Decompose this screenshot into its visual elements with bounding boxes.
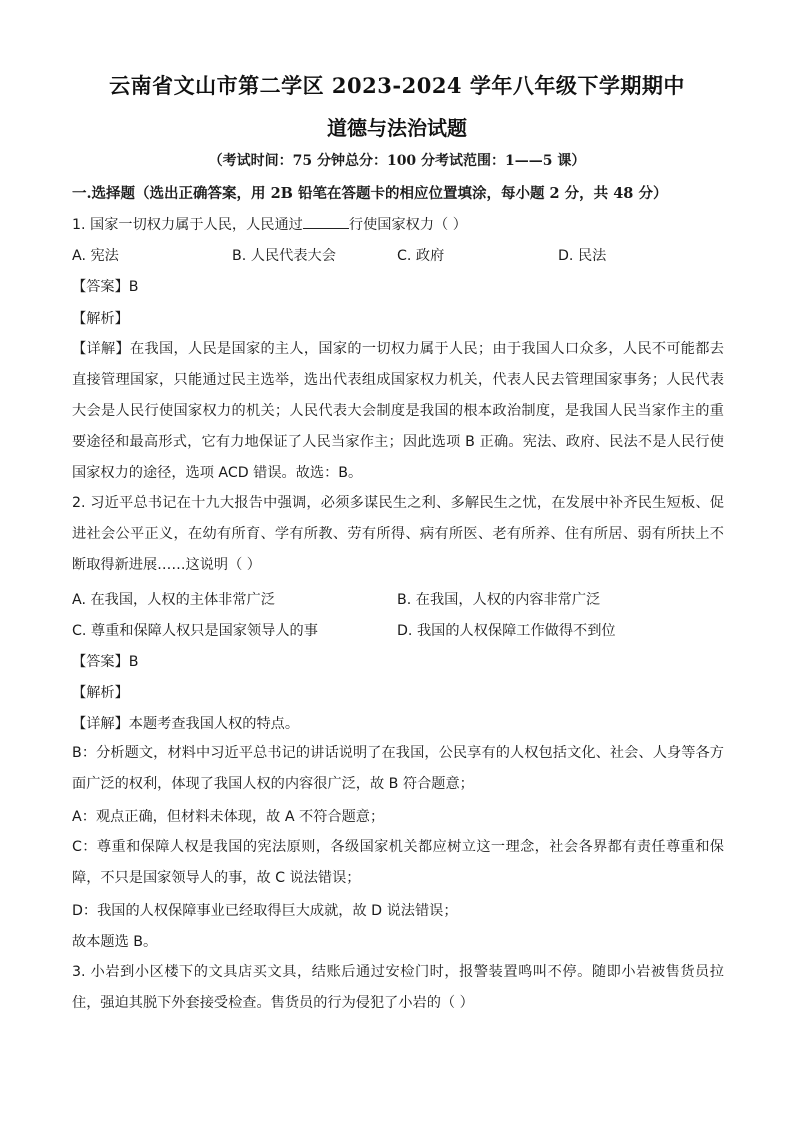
q2-option-d: D. 我国的人权保障工作做得不到位 — [397, 623, 616, 639]
q1-stem — [72, 214, 724, 236]
q2-option-b: B. 在我国，人权的内容非常广泛 — [397, 592, 601, 608]
q2-explain-b: B：分析题文，材料中习近平总书记的讲话说明了在我国，公民享有的人权包括文化、社会、人身等各方面广泛的权利，体现了我国人权的内容很广泛，故 B 符合题意； — [72, 745, 724, 792]
q1-option-d: D. 民法 — [558, 248, 607, 264]
q2-option-c: C. 尊重和保障人权只是国家领导人的事 — [72, 623, 318, 639]
q1-stem-after: 行使国家权力（ ） — [348, 217, 467, 233]
q1-option-b: B. 人民代表大会 — [232, 248, 336, 264]
q2-option-a: A. 在我国，人权的主体非常广泛 — [72, 592, 275, 608]
page-subtitle: 道德与法治试题 — [327, 116, 467, 140]
q1-detail: 【详解】在我国，人民是国家的主人，国家的一切权力属于人民；由于我国人口众多，人民不可能都去直接管理国家，只能通过民主选举，选出代表组成国家权力机关，代表人民去管理国家事务；人民代表大会是人民行使国家权力的机关；人民代表大会制度是我国的根本政治制度，是我国人民当家作主的重要途径和最高形式，它有力地保证了人民当家作主；因此选项 B 正确。宪法、政府、民法不是人民行使国家权力的途径，选项 ACD 错误。故选：B。 — [72, 341, 724, 481]
q2-explain-c: C：尊重和保障人权是我国的宪法原则，各级国家机关都应树立这一理念，社会各界都有责任尊重和保障，不只是国家领导人的事，故 C 说法错误； — [72, 839, 724, 886]
q1-analysis-label: 【解析】 — [72, 311, 129, 327]
q1-blank — [303, 214, 349, 229]
q1-option-c: C. 政府 — [397, 248, 445, 264]
page-title: 云南省文山市第二学区 2023-2024 学年八年级下学期期中 — [109, 73, 685, 98]
q2-conclusion: 故本题选 B。 — [72, 934, 158, 950]
q2-analysis-label: 【解析】 — [72, 685, 129, 701]
q2-detail: 【详解】本题考查我国人权的特点。 — [72, 716, 300, 732]
q3-stem: 3. 小岩到小区楼下的文具店买文具，结账后通过安检门时，报警装置鸣叫不停。随即小岩被售货员拉住，强迫其脱下外套接受检查。售货员的行为侵犯了小岩的（ ） — [72, 964, 724, 1011]
exam-info: （考试时间：75 分钟总分：100 分考试范围：1——5 课） — [208, 153, 586, 169]
q1-stem-before: 1. 国家一切权力属于人民，人民通过 — [72, 217, 303, 233]
q2-explain-d: D：我国的人权保障事业已经取得巨大成就，故 D 说法错误； — [72, 903, 458, 919]
q2-answer: 【答案】B — [72, 654, 139, 670]
q2-stem: 2. 习近平总书记在十九大报告中强调，必须多谋民生之利、多解民生之忧，在发展中补齐民生短板、促进社会公平正义，在幼有所育、学有所教、劳有所得、病有所医、老有所养、住有所居、弱有所扶上不断取得新进展……这说明（ ） — [72, 495, 724, 573]
q1-option-a: A. 宪法 — [72, 248, 119, 264]
q1-answer: 【答案】B — [72, 279, 139, 295]
section-heading: 一.选择题（选出正确答案，用 2B 铅笔在答题卡的相应位置填涂，每小题 2 分，共 48 分） — [72, 185, 668, 202]
q2-explain-a: A：观点正确，但材料未体现，故 A 不符合题意； — [72, 809, 385, 825]
